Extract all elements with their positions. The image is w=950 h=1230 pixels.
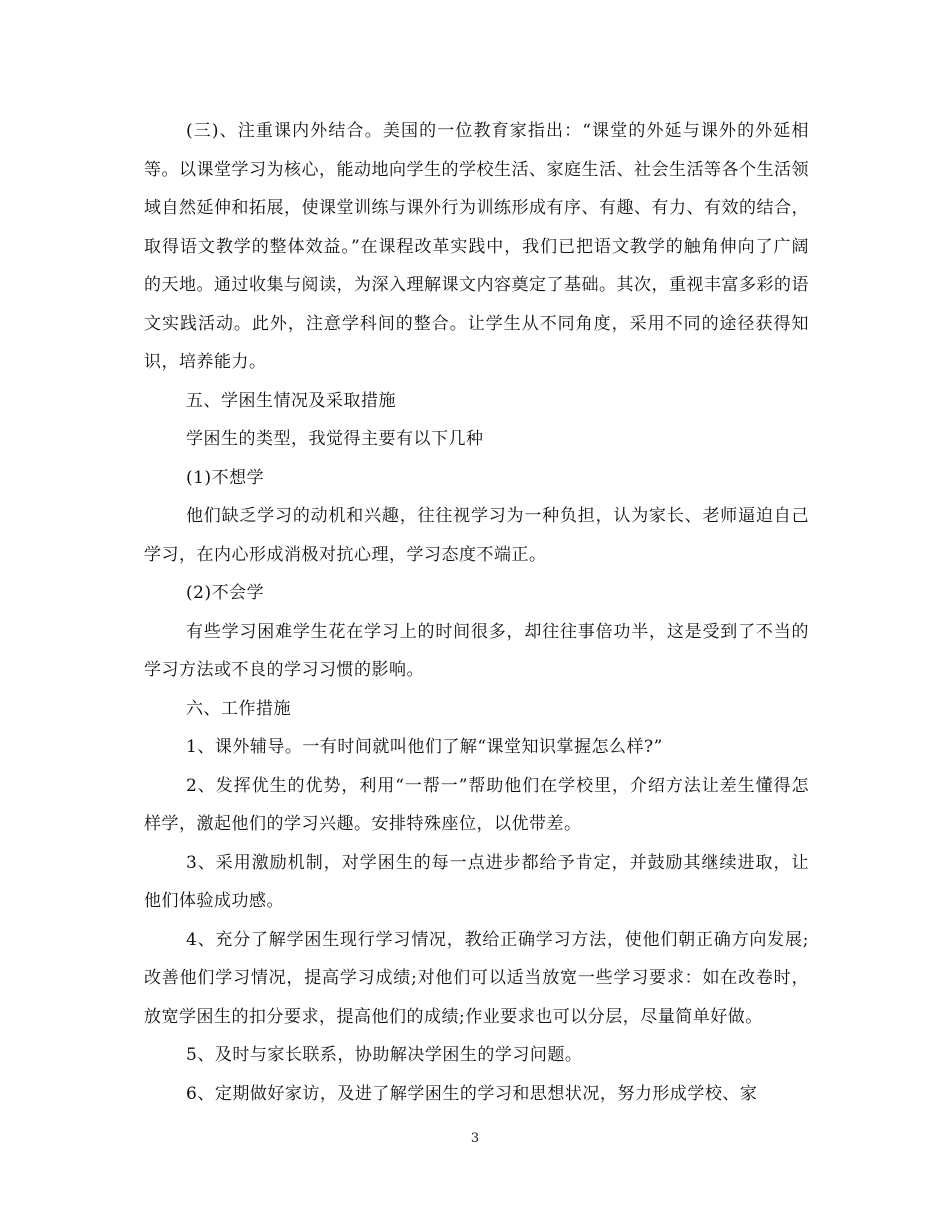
subheading-unwilling: (1)不想学 bbox=[186, 467, 265, 488]
paragraph-unable: 有些学习困难学生花在学习上的时间很多，却往往事倍功半，这是受到了不当的学习方法或不良的学习习惯的影响。 bbox=[144, 621, 809, 680]
heading-section-six: 六、工作措施 bbox=[186, 698, 291, 719]
measure-item-5: 5、及时与家长联系，协助解决学困生的学习问题。 bbox=[186, 1045, 583, 1065]
measure-item-6: 6、定期做好家访，及进了解学困生的学习和思想状况，努力形成学校、家 bbox=[186, 1083, 758, 1104]
heading-section-five: 五、学困生情况及采取措施 bbox=[186, 390, 396, 411]
document-body bbox=[144, 112, 809, 1113]
paragraph-integration: (三)、注重课内外结合。美国的一位教育家指出：“课堂的外延与课外的外延相等。以课堂学习为核心，能动地向学生的学校生活、家庭生活、社会生活等各个生活领域自然延伸和拓展，使课堂训练与课外行为训练形成有序、有趣、有力、有效的结合，取得语文教学的整体效益。”在课程改革实践中，我们已把语文教学的触角伸向了广阔的天地。通过收集与阅读，为深入理解课文内容奠定了基础。其次，重视丰富多彩的语文实践活动。此外，注意学科间的整合。让学生从不同角度，采用不同的途径获得知识，培养能力。 bbox=[144, 121, 809, 372]
measure-item-2: 2、发挥优生的优势，利用“一帮一”帮助他们在学校里，介绍方法让差生懂得怎样学，激起他们的学习兴趣。安排特殊座位，以优带差。 bbox=[144, 775, 809, 834]
measure-item-4: 4、充分了解学困生现行学习情况，教给正确学习方法，使他们朝正确方向发展;改善他们学习情况，提高学习成绩;对他们可以适当放宽一些学习要求：如在改卷时，放宽学困生的扣分要求，提高他们的成绩;作业要求也可以分层，尽量简单好做。 bbox=[144, 929, 809, 1027]
page-number: 3 bbox=[470, 1131, 480, 1146]
paragraph-types-intro: 学困生的类型，我觉得主要有以下几种 bbox=[186, 429, 484, 449]
measure-item-1: 1、课外辅导。一有时间就叫他们了解“课堂知识掌握怎么样?” bbox=[186, 737, 663, 757]
paragraph-unwilling: 他们缺乏学习的动机和兴趣，往往视学习为一种负担，认为家长、老师逼迫自己学习，在内心形成消极对抗心理，学习态度不端正。 bbox=[144, 506, 809, 565]
measure-item-3: 3、采用激励机制，对学困生的每一点进步都给予肯定，并鼓励其继续进取，让他们体验成功感。 bbox=[144, 852, 809, 911]
subheading-unable: (2)不会学 bbox=[186, 583, 265, 603]
